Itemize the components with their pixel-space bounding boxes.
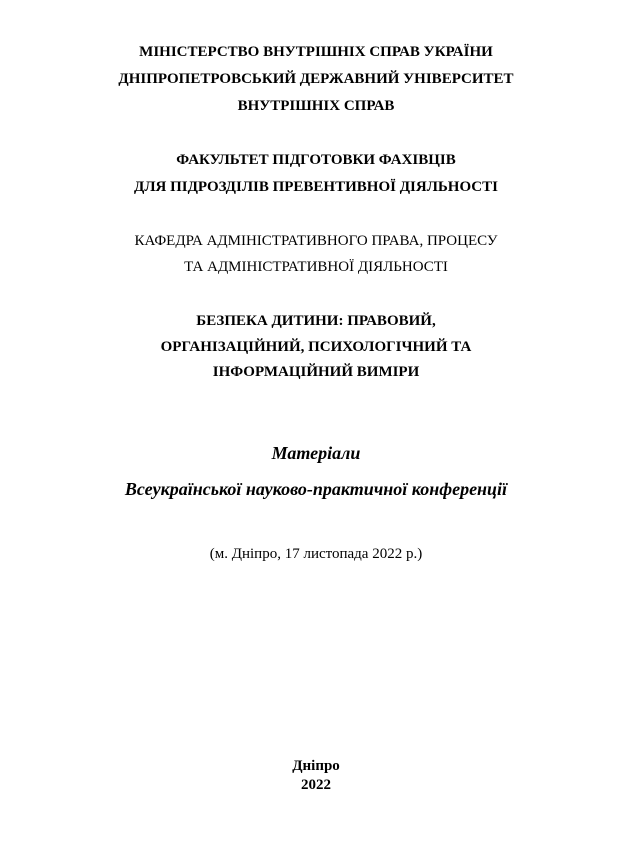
event-location-date: (м. Дніпро, 17 листопада 2022 р.) [209,546,423,562]
faculty-line1: ФАКУЛЬТЕТ ПІДГОТОВКИ ФАХІВЦІВ [176,152,456,168]
department-line1: КАФЕДРА АДМІНІСТРАТИВНОГО ПРАВА, ПРОЦЕСУ [134,233,498,249]
faculty-line2: ДЛЯ ПІДРОЗДІЛІВ ПРЕВЕНТИВНОЇ ДІЯЛЬНОСТІ [134,179,498,195]
conference-title-line2: ОРГАНІЗАЦІЙНИЙ, ПСИХОЛОГІЧНИЙ ТА [160,339,472,355]
university-name-line1: ДНІПРОПЕТРОВСЬКИЙ ДЕРЖАВНИЙ УНІВЕРСИТЕТ [118,71,514,87]
materials-label: Матеріали [271,443,361,463]
conference-title-line1: БЕЗПЕКА ДИТИНИ: ПРАВОВИЙ, [196,313,436,329]
conference-type: Всеукраїнської науково-практичної конференції [124,479,508,499]
university-name-line2: ВНУТРІШНІХ СПРАВ [237,98,395,114]
ministry-name: МІНІСТЕРСТВО ВНУТРІШНІХ СПРАВ УКРАЇНИ [139,44,493,60]
conference-title-line3: ІНФОРМАЦІЙНИЙ ВИМІРИ [212,364,420,380]
department-line2: ТА АДМІНІСТРАТИВНОЇ ДІЯЛЬНОСТІ [184,259,448,275]
footer-year: 2022 [301,777,331,793]
footer-city: Дніпро [292,758,340,774]
